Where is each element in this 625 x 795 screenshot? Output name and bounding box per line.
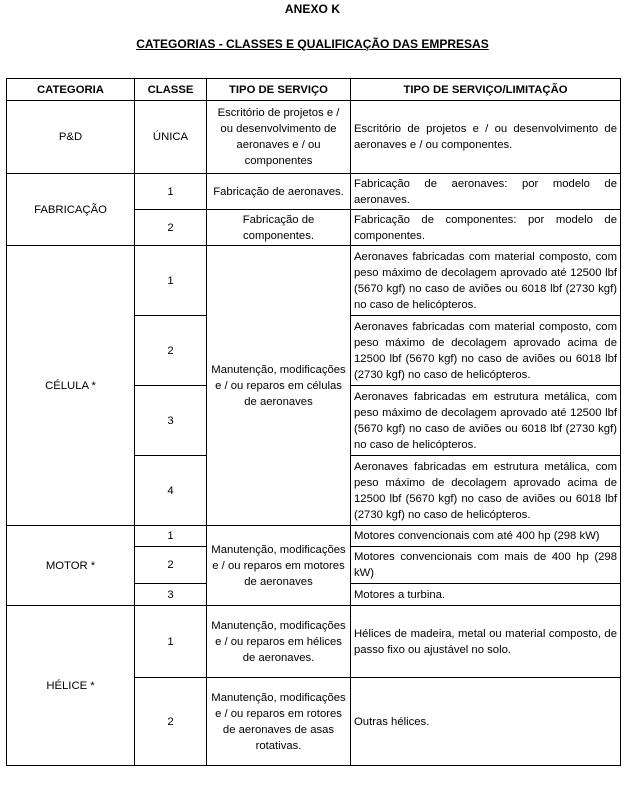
servico-cell: Manutenção, modificações e / ou reparos em células de aeronaves	[207, 246, 351, 526]
header-categoria: CATEGORIA	[7, 79, 135, 101]
document-subtitle: CATEGORIAS - CLASSES E QUALIFICAÇÃO DAS EMPRESAS	[136, 37, 489, 51]
table-row	[7, 606, 621, 678]
limitacao-cell: Aeronaves fabricadas em estrutura metálica, com peso máximo de decolagem aprovado acima de 12500 lbf (5670 kgf) no caso de aviões ou 6018 lbf (2730 kgf) no caso de helicópteros.	[351, 456, 621, 526]
header-classe: CLASSE	[135, 79, 207, 101]
limitacao-cell: Motores a turbina.	[351, 584, 621, 606]
table-row	[7, 526, 621, 547]
categoria-cell: MOTOR *	[7, 526, 135, 606]
classe-cell: 1	[135, 606, 207, 678]
classe-cell: 2	[135, 316, 207, 386]
header-tipo-servico: TIPO DE SERVIÇO	[207, 79, 351, 101]
limitacao-cell: Fabricação de componentes: por modelo de componentes.	[351, 210, 621, 246]
classe-cell: 2	[135, 678, 207, 766]
servico-cell: Fabricação de componentes.	[207, 210, 351, 246]
categories-table	[6, 78, 621, 766]
header-tipo-servico-limitacao: TIPO DE SERVIÇO/LIMITAÇÃO	[351, 79, 621, 101]
limitacao-cell: Motores convencionais com até 400 hp (298 kW)	[351, 526, 621, 547]
servico-cell: Fabricação de aeronaves.	[207, 174, 351, 210]
categoria-cell: CÉLULA *	[7, 246, 135, 526]
table-row	[7, 174, 621, 210]
classe-cell: 1	[135, 246, 207, 316]
servico-cell: Manutenção, modificações e / ou reparos em motores de aeronaves	[207, 526, 351, 606]
servico-cell: Escritório de projetos e / ou desenvolvimento de aeronaves e / ou componentes	[207, 101, 351, 174]
limitacao-cell: Escritório de projetos e / ou desenvolvimento de aeronaves e / ou componentes.	[351, 101, 621, 174]
limitacao-cell: Fabricação de aeronaves: por modelo de aeronaves.	[351, 174, 621, 210]
categoria-cell: HÉLICE *	[7, 606, 135, 766]
servico-cell: Manutenção, modificações e / ou reparos em hélices de aeronaves.	[207, 606, 351, 678]
classe-cell: 1	[135, 174, 207, 210]
categoria-cell: FABRICAÇÃO	[7, 174, 135, 246]
classe-cell: 2	[135, 547, 207, 584]
table-row	[7, 101, 621, 174]
limitacao-cell: Aeronaves fabricadas com material composto, com peso máximo de decolagem aprovado até 12500 lbf (5670 kgf) no caso de aviões ou 6018 lbf (2730 kgf) no caso de helicópteros.	[351, 246, 621, 316]
limitacao-cell: Aeronaves fabricadas com material composto, com peso máximo de decolagem aprovado acima de 12500 lbf (5670 kgf) no caso de aviões ou 6018 lbf (2730 kgf) no caso de helicópteros.	[351, 316, 621, 386]
limitacao-cell: Aeronaves fabricadas em estrutura metálica, com peso máximo de decolagem aprovado até 12500 lbf (5670 kgf) no caso de aviões ou 6018 lbf (2730 kgf) no caso de helicópteros.	[351, 386, 621, 456]
classe-cell: 4	[135, 456, 207, 526]
classe-cell: 2	[135, 210, 207, 246]
limitacao-cell: Outras hélices.	[351, 678, 621, 766]
classe-cell: 3	[135, 584, 207, 606]
classe-cell: 1	[135, 526, 207, 547]
categoria-cell: P&D	[7, 101, 135, 174]
document-title: ANEXO K	[284, 2, 341, 16]
classe-cell: 3	[135, 386, 207, 456]
classe-cell: ÚNICA	[135, 101, 207, 174]
servico-cell: Manutenção, modificações e / ou reparos em rotores de aeronaves de asas rotativas.	[207, 678, 351, 766]
limitacao-cell: Hélices de madeira, metal ou material composto, de passo fixo ou ajustável no solo.	[351, 606, 621, 678]
limitacao-cell: Motores convencionais com mais de 400 hp (298 kW)	[351, 547, 621, 584]
table-row	[7, 246, 621, 316]
table-header-row	[7, 79, 621, 101]
